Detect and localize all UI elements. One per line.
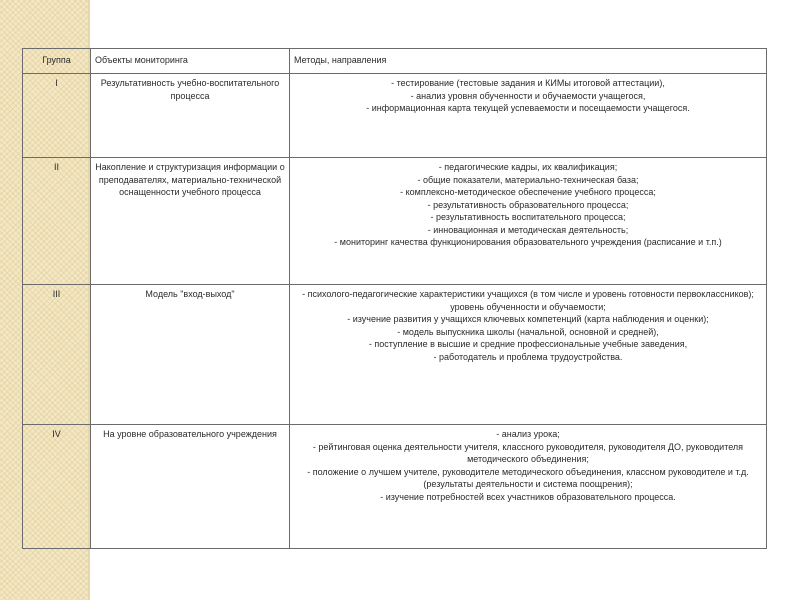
header-group: Группа (23, 49, 91, 74)
method-item: - работодатель и проблема трудоустройства. (433, 351, 623, 362)
group-cell: III (23, 285, 91, 425)
group-cell: II (23, 158, 91, 285)
method-item: - результативность образовательного процесса; (427, 199, 629, 210)
methods-cell (290, 425, 767, 549)
method-item: - общие показатели, материально-техническая база; (417, 174, 639, 185)
table-row (23, 74, 767, 158)
table-row (23, 285, 767, 425)
table-row (23, 425, 767, 549)
group-cell: I (23, 74, 91, 158)
table-header-row (23, 49, 767, 74)
table-row (23, 158, 767, 285)
methods-cell (290, 158, 767, 285)
group-cell: IV (23, 425, 91, 549)
methods-cell (290, 285, 767, 425)
method-item: - поступление в высшие и средние профессиональные учебные заведения, (368, 339, 688, 349)
method-item: - тестирование (тестовые задания и КИМы итоговой аттестации), (391, 78, 665, 88)
method-item: - информационная карта текущей успеваемости и посещаемости учащегося. (366, 103, 690, 113)
method-item: - психолого-педагогические характеристики учащихся (в том числе и уровень готовности первоклассников); уровень обученности и обучаемости; (302, 289, 754, 312)
method-item: - положение о лучшем учителе, руководителе методического объединения, классном руководителе и т.д. (результаты деятельности и система поощрения); (307, 466, 749, 489)
method-item: - рейтинговая оценка деятельности учителя, классного руководителя, руководителя ДО, руководителя методического объединения; (312, 441, 744, 464)
method-item: - изучение потребностей всех участников образовательного процесса. (380, 491, 676, 502)
method-item: - мониторинг качества функционирования образовательного учреждения (расписание и т.п.) (334, 237, 722, 247)
method-item: - результативность воспитательного процесса; (430, 212, 626, 222)
object-cell: Накопление и структуризация информации о преподавателях, материально-технической оснащенности учебного процесса (91, 158, 290, 285)
method-item: - инновационная и методическая деятельность; (427, 224, 629, 235)
method-item: - комплексно-методическое обеспечение учебного процесса; (400, 187, 656, 197)
method-item: - анализ уровня обученности и обучаемости учащегося, (410, 90, 646, 101)
method-item: - анализ урока; (496, 429, 560, 439)
method-item: - педагогические кадры, их квалификация; (438, 162, 618, 172)
header-methods: Методы, направления (290, 49, 767, 74)
object-cell: Модель "вход-выход" (91, 285, 290, 425)
header-objects: Объекты мониторинга (91, 49, 290, 74)
method-item: - модель выпускника школы (начальной, основной и средней), (397, 326, 659, 337)
object-cell: Результативность учебно-воспитательного процесса (91, 74, 290, 158)
monitoring-table (22, 48, 767, 549)
method-item: - изучение развития у учащихся ключевых компетенций (карта наблюдения и оценки); (347, 314, 709, 324)
methods-cell (290, 74, 767, 158)
object-cell: На уровне образовательного учреждения (91, 425, 290, 549)
